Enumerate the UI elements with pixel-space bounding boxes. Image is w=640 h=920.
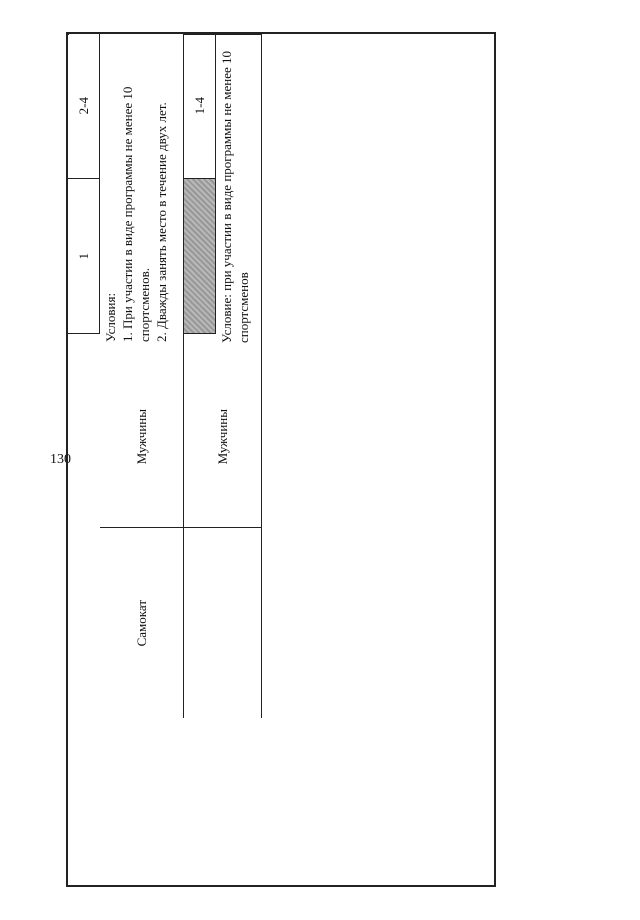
samokat-ms-place-1: 1 <box>76 252 91 260</box>
condition-title-r: Условия: <box>103 292 118 342</box>
gender-men-samokat-1-r: Мужчины <box>134 408 149 465</box>
samokat-ms-2-shaded <box>184 179 216 334</box>
discipline-samokat-r: Самокат <box>134 599 149 647</box>
condition-item-2-r: 2. Дважды занять место в течение двух лет. <box>154 102 169 342</box>
samokat-kms-place-1: 2-4 <box>76 97 91 115</box>
discipline-samokat-cell <box>100 528 184 718</box>
gender-men-samokat-2-r: Мужчины <box>215 408 230 465</box>
samokat-kms-place-1-cell <box>68 34 100 179</box>
samokat-kms-place-2-cell <box>184 34 216 179</box>
samokat-condition-3-r: Условие: при участии в виде программы не менее 10 спортсменов <box>219 50 251 343</box>
samokat-kms-place-2-r: 1-4 <box>192 97 207 115</box>
samokat-ms-place-1-cell <box>68 179 100 334</box>
condition-item-1-r: 1. При участии в виде программы не менее 10 спортсменов. <box>120 86 152 342</box>
qualification-table-rotated <box>66 32 496 887</box>
samokat-conditions-cell <box>100 34 184 346</box>
gender-men-samokat-2-cell <box>184 346 262 528</box>
samokat-condition-3-cell <box>216 34 262 346</box>
page-number: 130 <box>50 452 71 467</box>
gender-men-samokat-1-cell <box>100 346 184 528</box>
